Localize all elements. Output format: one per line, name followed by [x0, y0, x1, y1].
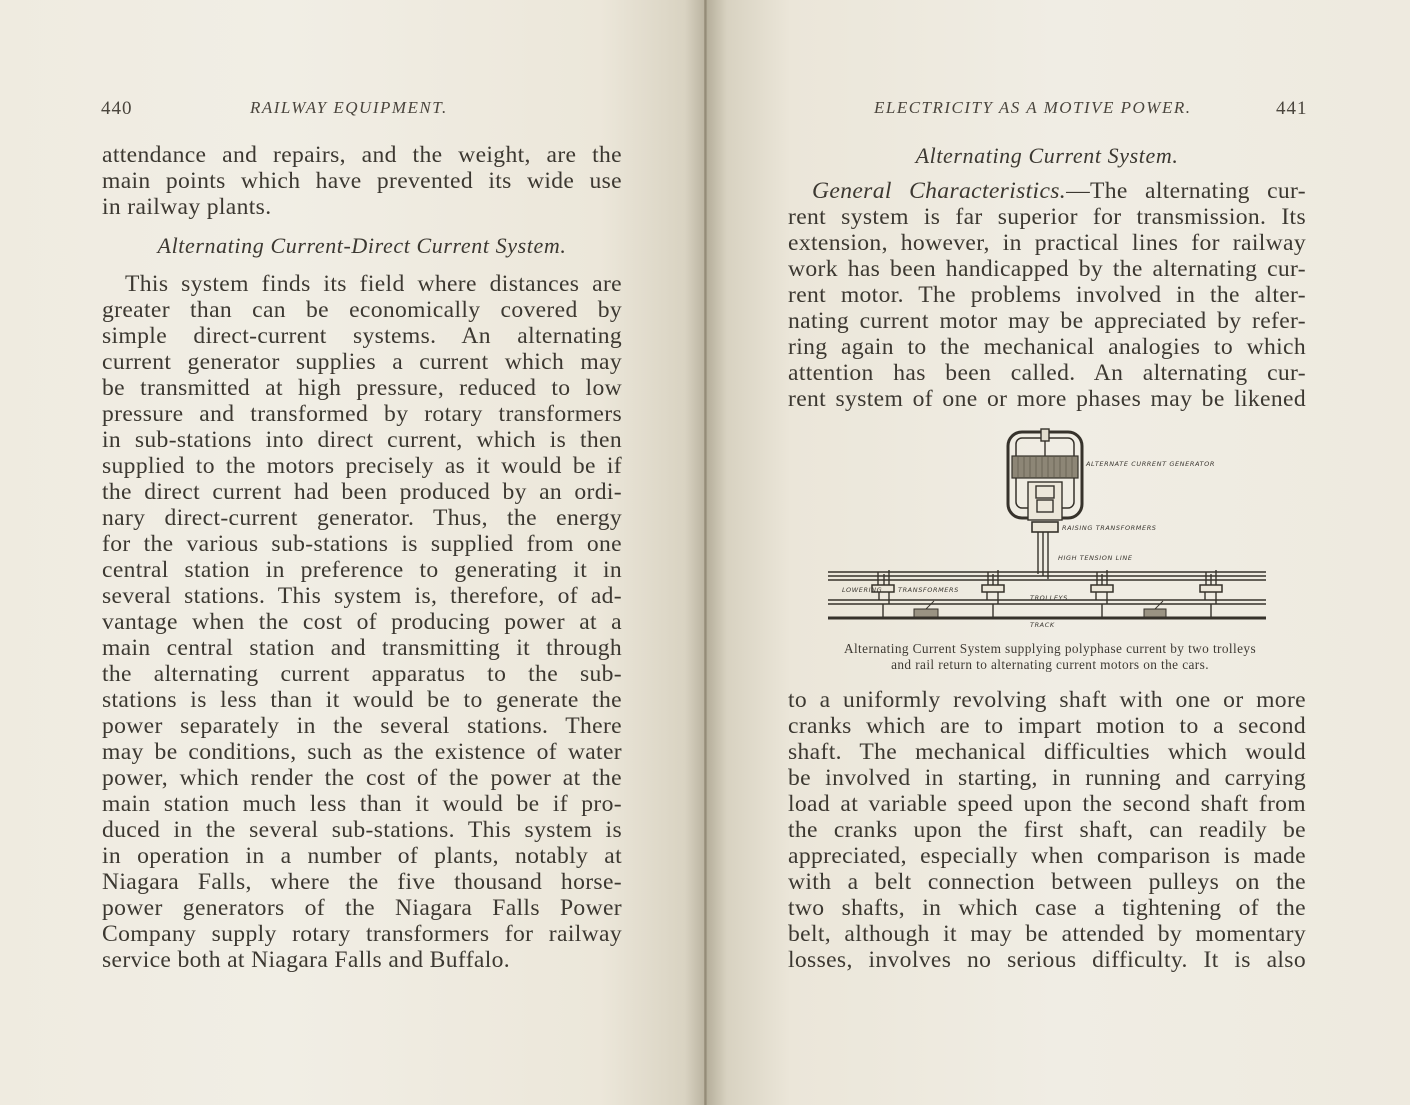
text-line: with a belt connection between pulleys on the: [788, 869, 1306, 895]
run-in-heading: General Characteristics.: [812, 178, 1067, 204]
text-line: central station in preference to generating it in: [102, 557, 622, 583]
text-line: several stations. This system is, therefore, of ad-: [102, 583, 622, 609]
text-line: the alternating current apparatus to the sub-: [102, 661, 622, 687]
text-line: shaft. The mechanical difficulties which would: [788, 739, 1306, 765]
lowering-transformer-station-1: [872, 570, 894, 618]
right-running-title: ELECTRICITY AS A MOTIVE POWER.: [874, 98, 1192, 117]
left-page-number: 440: [101, 98, 133, 119]
left-running-title: RAILWAY EQUIPMENT.: [250, 98, 448, 117]
text-line: pressure and transformed by rotary transformers: [102, 401, 622, 427]
text-line: rent system is far superior for transmission. Its: [788, 204, 1306, 230]
text-line: to a uniformly revolving shaft with one or more: [788, 687, 1306, 713]
text-fragment: —The alternating cur-: [1066, 178, 1306, 204]
raising-transformer-icon: [1032, 522, 1058, 532]
text-line: main central station and transmitting it through: [102, 635, 622, 661]
text-line: attendance and repairs, and the weight, are the: [102, 142, 622, 168]
label-track: TRACK: [1030, 621, 1055, 629]
text-line: be transmitted at high pressure, reduced to low: [102, 375, 622, 401]
text-line: load at variable speed upon the second shaft from: [788, 791, 1306, 817]
book-gutter: [704, 0, 707, 1105]
text-line: may be conditions, such as the existence of water: [102, 739, 622, 765]
left-section-heading-wrap: [102, 233, 622, 259]
label-transformers: TRANSFORMERS: [898, 586, 959, 594]
text-line: extension, however, in practical lines for railway: [788, 230, 1306, 256]
text-line: service both at Niagara Falls and Buffalo.: [102, 947, 511, 973]
text-line: power generators of the Niagara Falls Power: [102, 895, 622, 921]
text-line: rent motor. The problems involved in the alter-: [788, 282, 1306, 308]
text-line: nating current motor may be appreciated by refer-: [788, 308, 1306, 334]
diagram-svg: [822, 428, 1272, 633]
text-line: the direct current had been produced by an ordi-: [102, 479, 622, 505]
text-line: stations is less than it would be to generate the: [102, 687, 622, 713]
text-line: work has been handicapped by the alternating cur-: [788, 256, 1306, 282]
caption-line: and rail return to alternating current motors on the cars.: [891, 657, 1209, 672]
text-line: losses, involves no serious difficulty. It is also: [788, 947, 1306, 973]
text-line: attention has been called. An alternating cur-: [788, 360, 1306, 386]
text-line: ring again to the mechanical analogies to which: [788, 334, 1306, 360]
right-paragraph-before-figure: [788, 178, 1306, 412]
lowering-transformer-station-3: [1091, 570, 1113, 618]
right-paragraph-after-figure: [788, 687, 1306, 973]
section-title: Alternating Current-Direct Current System.: [157, 233, 567, 258]
figure-caption: [790, 641, 1310, 673]
text-line: belt, although it may be attended by momentary: [788, 921, 1306, 947]
lowering-transformer-station-2: [982, 570, 1004, 618]
text-line: current generator supplies a current which may: [102, 349, 622, 375]
text-line: power separately in the several stations. There: [102, 713, 622, 739]
figure-ac-system-diagram: [822, 428, 1272, 633]
text-line: duced in the several sub-stations. This system is: [102, 817, 622, 843]
caption-line: Alternating Current System supplying polyphase current by two trolleys: [843, 641, 1257, 656]
text-line: nary direct-current generator. Thus, the energy: [102, 505, 622, 531]
text-line: in operation in a number of plants, notably at: [102, 843, 622, 869]
label-lowering: LOWERING: [842, 586, 883, 594]
right-section-heading-wrap: [788, 143, 1306, 169]
label-high-tension-line: HIGH TENSION LINE: [1058, 554, 1133, 562]
text-line: greater than can be economically covered by: [102, 297, 622, 323]
text-line: [788, 178, 1306, 204]
text-line: vantage when the cost of producing power at a: [102, 609, 622, 635]
label-raising-transformers: RAISING TRANSFORMERS: [1062, 524, 1157, 532]
text-line: rent system of one or more phases may be likened: [788, 386, 1306, 412]
text-line: in sub-stations into direct current, which is then: [102, 427, 622, 453]
left-main-paragraph: [102, 271, 622, 973]
text-line: This system finds its field where distances are: [125, 271, 622, 297]
left-carryover-paragraph: [102, 142, 622, 220]
label-trolleys: TROLLEYS: [1030, 594, 1068, 602]
text-line: power, which render the cost of the power at the: [102, 765, 622, 791]
text-line: Company supply rotary transformers for railway: [102, 921, 622, 947]
text-line: two shafts, in which case a tightening of the: [788, 895, 1306, 921]
right-page-number: 441: [1276, 98, 1308, 119]
text-line: Niagara Falls, where the five thousand horse-: [102, 869, 622, 895]
text-line: for the various sub-stations is supplied from one: [102, 531, 622, 557]
text-line: simple direct-current systems. An alternating: [102, 323, 622, 349]
text-line: be involved in starting, in running and carrying: [788, 765, 1306, 791]
text-line: supplied to the motors precisely as it would be if: [102, 453, 622, 479]
text-line: the cranks upon the first shaft, can readily be: [788, 817, 1306, 843]
text-line: main points which have prevented its wide use: [102, 168, 622, 194]
label-generator: ALTERNATE CURRENT GENERATOR: [1086, 460, 1215, 468]
text-line: appreciated, especially when comparison is made: [788, 843, 1306, 869]
text-line: cranks which are to impart motion to a second: [788, 713, 1306, 739]
text-line: main station much less than it would be if pro-: [102, 791, 622, 817]
text-line: in railway plants.: [102, 194, 272, 220]
section-title: Alternating Current System.: [915, 143, 1179, 168]
lowering-transformer-station-4: [1200, 570, 1222, 618]
